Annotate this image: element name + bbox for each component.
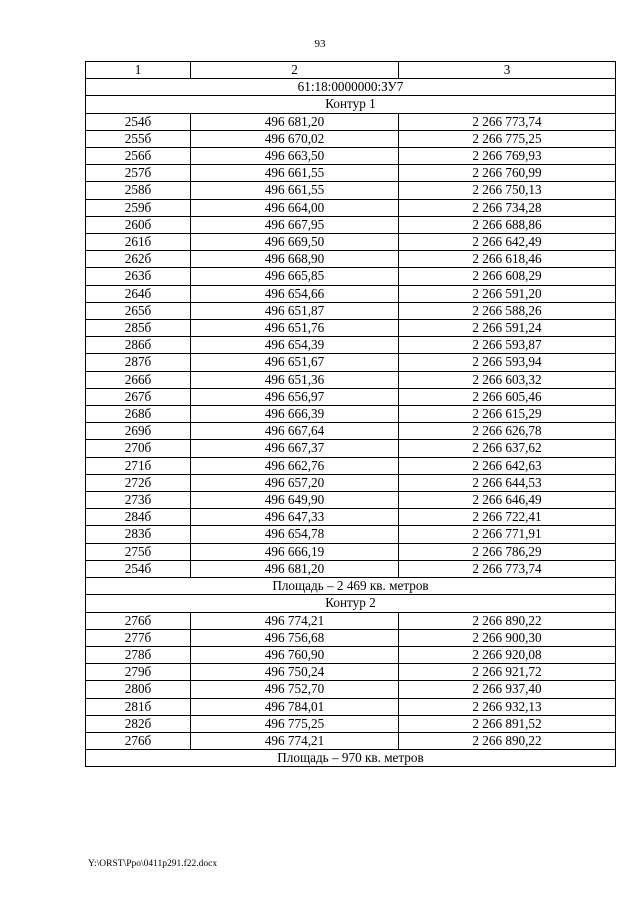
y-coordinate-cell: 2 266 644,53 xyxy=(399,474,616,491)
y-coordinate-cell: 2 266 773,74 xyxy=(399,113,616,130)
x-coordinate-cell: 496 775,25 xyxy=(191,715,399,732)
table-row xyxy=(86,526,616,543)
contour-title: Контур 1 xyxy=(86,96,616,113)
point-id-cell: 281б xyxy=(86,698,191,715)
table-row xyxy=(86,165,616,182)
y-coordinate-cell: 2 266 637,62 xyxy=(399,440,616,457)
table-row xyxy=(86,371,616,388)
y-coordinate-cell: 2 266 890,22 xyxy=(399,612,616,629)
x-coordinate-cell: 496 774,21 xyxy=(191,732,399,749)
point-id-cell: 283б xyxy=(86,526,191,543)
table-row xyxy=(86,337,616,354)
y-coordinate-cell: 2 266 932,13 xyxy=(399,698,616,715)
contour-title-row xyxy=(86,96,616,113)
contour-area-row xyxy=(86,578,616,595)
point-id-cell: 267б xyxy=(86,388,191,405)
y-coordinate-cell: 2 266 750,13 xyxy=(399,182,616,199)
table-row xyxy=(86,113,616,130)
x-coordinate-cell: 496 667,37 xyxy=(191,440,399,457)
table-row xyxy=(86,302,616,319)
table-row xyxy=(86,543,616,560)
coordinates-table xyxy=(85,61,616,767)
point-id-cell: 287б xyxy=(86,354,191,371)
x-coordinate-cell: 496 651,67 xyxy=(191,354,399,371)
point-id-cell: 268б xyxy=(86,406,191,423)
x-coordinate-cell: 496 662,76 xyxy=(191,457,399,474)
header-row xyxy=(86,62,616,79)
x-coordinate-cell: 496 670,02 xyxy=(191,130,399,147)
contour-title: Контур 2 xyxy=(86,595,616,612)
table-row xyxy=(86,130,616,147)
y-coordinate-cell: 2 266 626,78 xyxy=(399,423,616,440)
x-coordinate-cell: 496 651,87 xyxy=(191,302,399,319)
x-coordinate-cell: 496 663,50 xyxy=(191,148,399,165)
x-coordinate-cell: 496 667,64 xyxy=(191,423,399,440)
point-id-cell: 279б xyxy=(86,664,191,681)
y-coordinate-cell: 2 266 900,30 xyxy=(399,629,616,646)
point-id-cell: 258б xyxy=(86,182,191,199)
point-id-cell: 254б xyxy=(86,560,191,577)
point-id-cell: 264б xyxy=(86,285,191,302)
y-coordinate-cell: 2 266 618,46 xyxy=(399,251,616,268)
y-coordinate-cell: 2 266 937,40 xyxy=(399,681,616,698)
x-coordinate-cell: 496 681,20 xyxy=(191,560,399,577)
table-row xyxy=(86,354,616,371)
x-coordinate-cell: 496 774,21 xyxy=(191,612,399,629)
table-row xyxy=(86,268,616,285)
x-coordinate-cell: 496 654,78 xyxy=(191,526,399,543)
x-coordinate-cell: 496 665,85 xyxy=(191,268,399,285)
x-coordinate-cell: 496 656,97 xyxy=(191,388,399,405)
contour-area: Площадь – 2 469 кв. метров xyxy=(86,578,616,595)
footer-file-path: Y:\ORST\Ppo\0411p291.f22.docx xyxy=(88,859,218,869)
point-id-cell: 265б xyxy=(86,302,191,319)
table-row xyxy=(86,457,616,474)
coordinates-table-body xyxy=(86,62,616,767)
table-row xyxy=(86,182,616,199)
y-coordinate-cell: 2 266 593,87 xyxy=(399,337,616,354)
point-id-cell: 262б xyxy=(86,251,191,268)
y-coordinate-cell: 2 266 646,49 xyxy=(399,492,616,509)
y-coordinate-cell: 2 266 775,25 xyxy=(399,130,616,147)
x-coordinate-cell: 496 668,90 xyxy=(191,251,399,268)
y-coordinate-cell: 2 266 642,49 xyxy=(399,234,616,251)
table-row xyxy=(86,560,616,577)
x-coordinate-cell: 496 667,95 xyxy=(191,216,399,233)
point-id-cell: 254б xyxy=(86,113,191,130)
point-id-cell: 286б xyxy=(86,337,191,354)
x-coordinate-cell: 496 647,33 xyxy=(191,509,399,526)
x-coordinate-cell: 496 664,00 xyxy=(191,199,399,216)
x-coordinate-cell: 496 661,55 xyxy=(191,165,399,182)
y-coordinate-cell: 2 266 615,29 xyxy=(399,406,616,423)
y-coordinate-cell: 2 266 605,46 xyxy=(399,388,616,405)
table-row xyxy=(86,664,616,681)
y-coordinate-cell: 2 266 773,74 xyxy=(399,560,616,577)
table-row xyxy=(86,234,616,251)
table-row xyxy=(86,423,616,440)
point-id-cell: 272б xyxy=(86,474,191,491)
x-coordinate-cell: 496 651,76 xyxy=(191,320,399,337)
table-row xyxy=(86,148,616,165)
y-coordinate-cell: 2 266 688,86 xyxy=(399,216,616,233)
point-id-cell: 280б xyxy=(86,681,191,698)
table-row xyxy=(86,681,616,698)
y-coordinate-cell: 2 266 591,24 xyxy=(399,320,616,337)
point-id-cell: 275б xyxy=(86,543,191,560)
table-row xyxy=(86,698,616,715)
x-coordinate-cell: 496 750,24 xyxy=(191,664,399,681)
point-id-cell: 271б xyxy=(86,457,191,474)
x-coordinate-cell: 496 760,90 xyxy=(191,646,399,663)
table-row xyxy=(86,629,616,646)
page-number: 93 xyxy=(314,38,326,50)
table-row xyxy=(86,251,616,268)
x-coordinate-cell: 496 669,50 xyxy=(191,234,399,251)
point-id-cell: 260б xyxy=(86,216,191,233)
y-coordinate-cell: 2 266 593,94 xyxy=(399,354,616,371)
y-coordinate-cell: 2 266 591,20 xyxy=(399,285,616,302)
x-coordinate-cell: 496 756,68 xyxy=(191,629,399,646)
contour-area: Площадь – 970 кв. метров xyxy=(86,750,616,767)
table-row xyxy=(86,646,616,663)
point-id-cell: 278б xyxy=(86,646,191,663)
y-coordinate-cell: 2 266 608,29 xyxy=(399,268,616,285)
y-coordinate-cell: 2 266 734,28 xyxy=(399,199,616,216)
point-id-cell: 266б xyxy=(86,371,191,388)
y-coordinate-cell: 2 266 769,93 xyxy=(399,148,616,165)
x-coordinate-cell: 496 649,90 xyxy=(191,492,399,509)
x-coordinate-cell: 496 654,39 xyxy=(191,337,399,354)
point-id-cell: 261б xyxy=(86,234,191,251)
table-row xyxy=(86,285,616,302)
contour-area-row xyxy=(86,750,616,767)
x-coordinate-cell: 496 666,19 xyxy=(191,543,399,560)
y-coordinate-cell: 2 266 771,91 xyxy=(399,526,616,543)
table-row xyxy=(86,320,616,337)
x-coordinate-cell: 496 657,20 xyxy=(191,474,399,491)
x-coordinate-cell: 496 654,66 xyxy=(191,285,399,302)
y-coordinate-cell: 2 266 588,26 xyxy=(399,302,616,319)
y-coordinate-cell: 2 266 891,52 xyxy=(399,715,616,732)
point-id-cell: 284б xyxy=(86,509,191,526)
table-row xyxy=(86,715,616,732)
table-row xyxy=(86,388,616,405)
y-coordinate-cell: 2 266 642,63 xyxy=(399,457,616,474)
header-cell-3: 3 xyxy=(399,62,616,79)
y-coordinate-cell: 2 266 722,41 xyxy=(399,509,616,526)
parcel-id: 61:18:0000000:ЗУ7 xyxy=(86,79,616,96)
point-id-cell: 282б xyxy=(86,715,191,732)
point-id-cell: 269б xyxy=(86,423,191,440)
point-id-cell: 277б xyxy=(86,629,191,646)
table-row xyxy=(86,474,616,491)
point-id-cell: 263б xyxy=(86,268,191,285)
point-id-cell: 276б xyxy=(86,732,191,749)
table-row xyxy=(86,406,616,423)
table-row xyxy=(86,216,616,233)
table-row xyxy=(86,492,616,509)
y-coordinate-cell: 2 266 921,72 xyxy=(399,664,616,681)
header-cell-1: 1 xyxy=(86,62,191,79)
x-coordinate-cell: 496 784,01 xyxy=(191,698,399,715)
table-row xyxy=(86,509,616,526)
table-row xyxy=(86,612,616,629)
y-coordinate-cell: 2 266 760,99 xyxy=(399,165,616,182)
header-cell-2: 2 xyxy=(191,62,399,79)
parcel-id-row xyxy=(86,79,616,96)
point-id-cell: 273б xyxy=(86,492,191,509)
table-row xyxy=(86,199,616,216)
contour-title-row xyxy=(86,595,616,612)
point-id-cell: 256б xyxy=(86,148,191,165)
point-id-cell: 259б xyxy=(86,199,191,216)
x-coordinate-cell: 496 752,70 xyxy=(191,681,399,698)
y-coordinate-cell: 2 266 603,32 xyxy=(399,371,616,388)
x-coordinate-cell: 496 666,39 xyxy=(191,406,399,423)
y-coordinate-cell: 2 266 890,22 xyxy=(399,732,616,749)
point-id-cell: 285б xyxy=(86,320,191,337)
x-coordinate-cell: 496 661,55 xyxy=(191,182,399,199)
x-coordinate-cell: 496 651,36 xyxy=(191,371,399,388)
point-id-cell: 257б xyxy=(86,165,191,182)
point-id-cell: 255б xyxy=(86,130,191,147)
x-coordinate-cell: 496 681,20 xyxy=(191,113,399,130)
y-coordinate-cell: 2 266 786,29 xyxy=(399,543,616,560)
point-id-cell: 270б xyxy=(86,440,191,457)
y-coordinate-cell: 2 266 920,08 xyxy=(399,646,616,663)
table-row xyxy=(86,440,616,457)
point-id-cell: 276б xyxy=(86,612,191,629)
table-row xyxy=(86,732,616,749)
